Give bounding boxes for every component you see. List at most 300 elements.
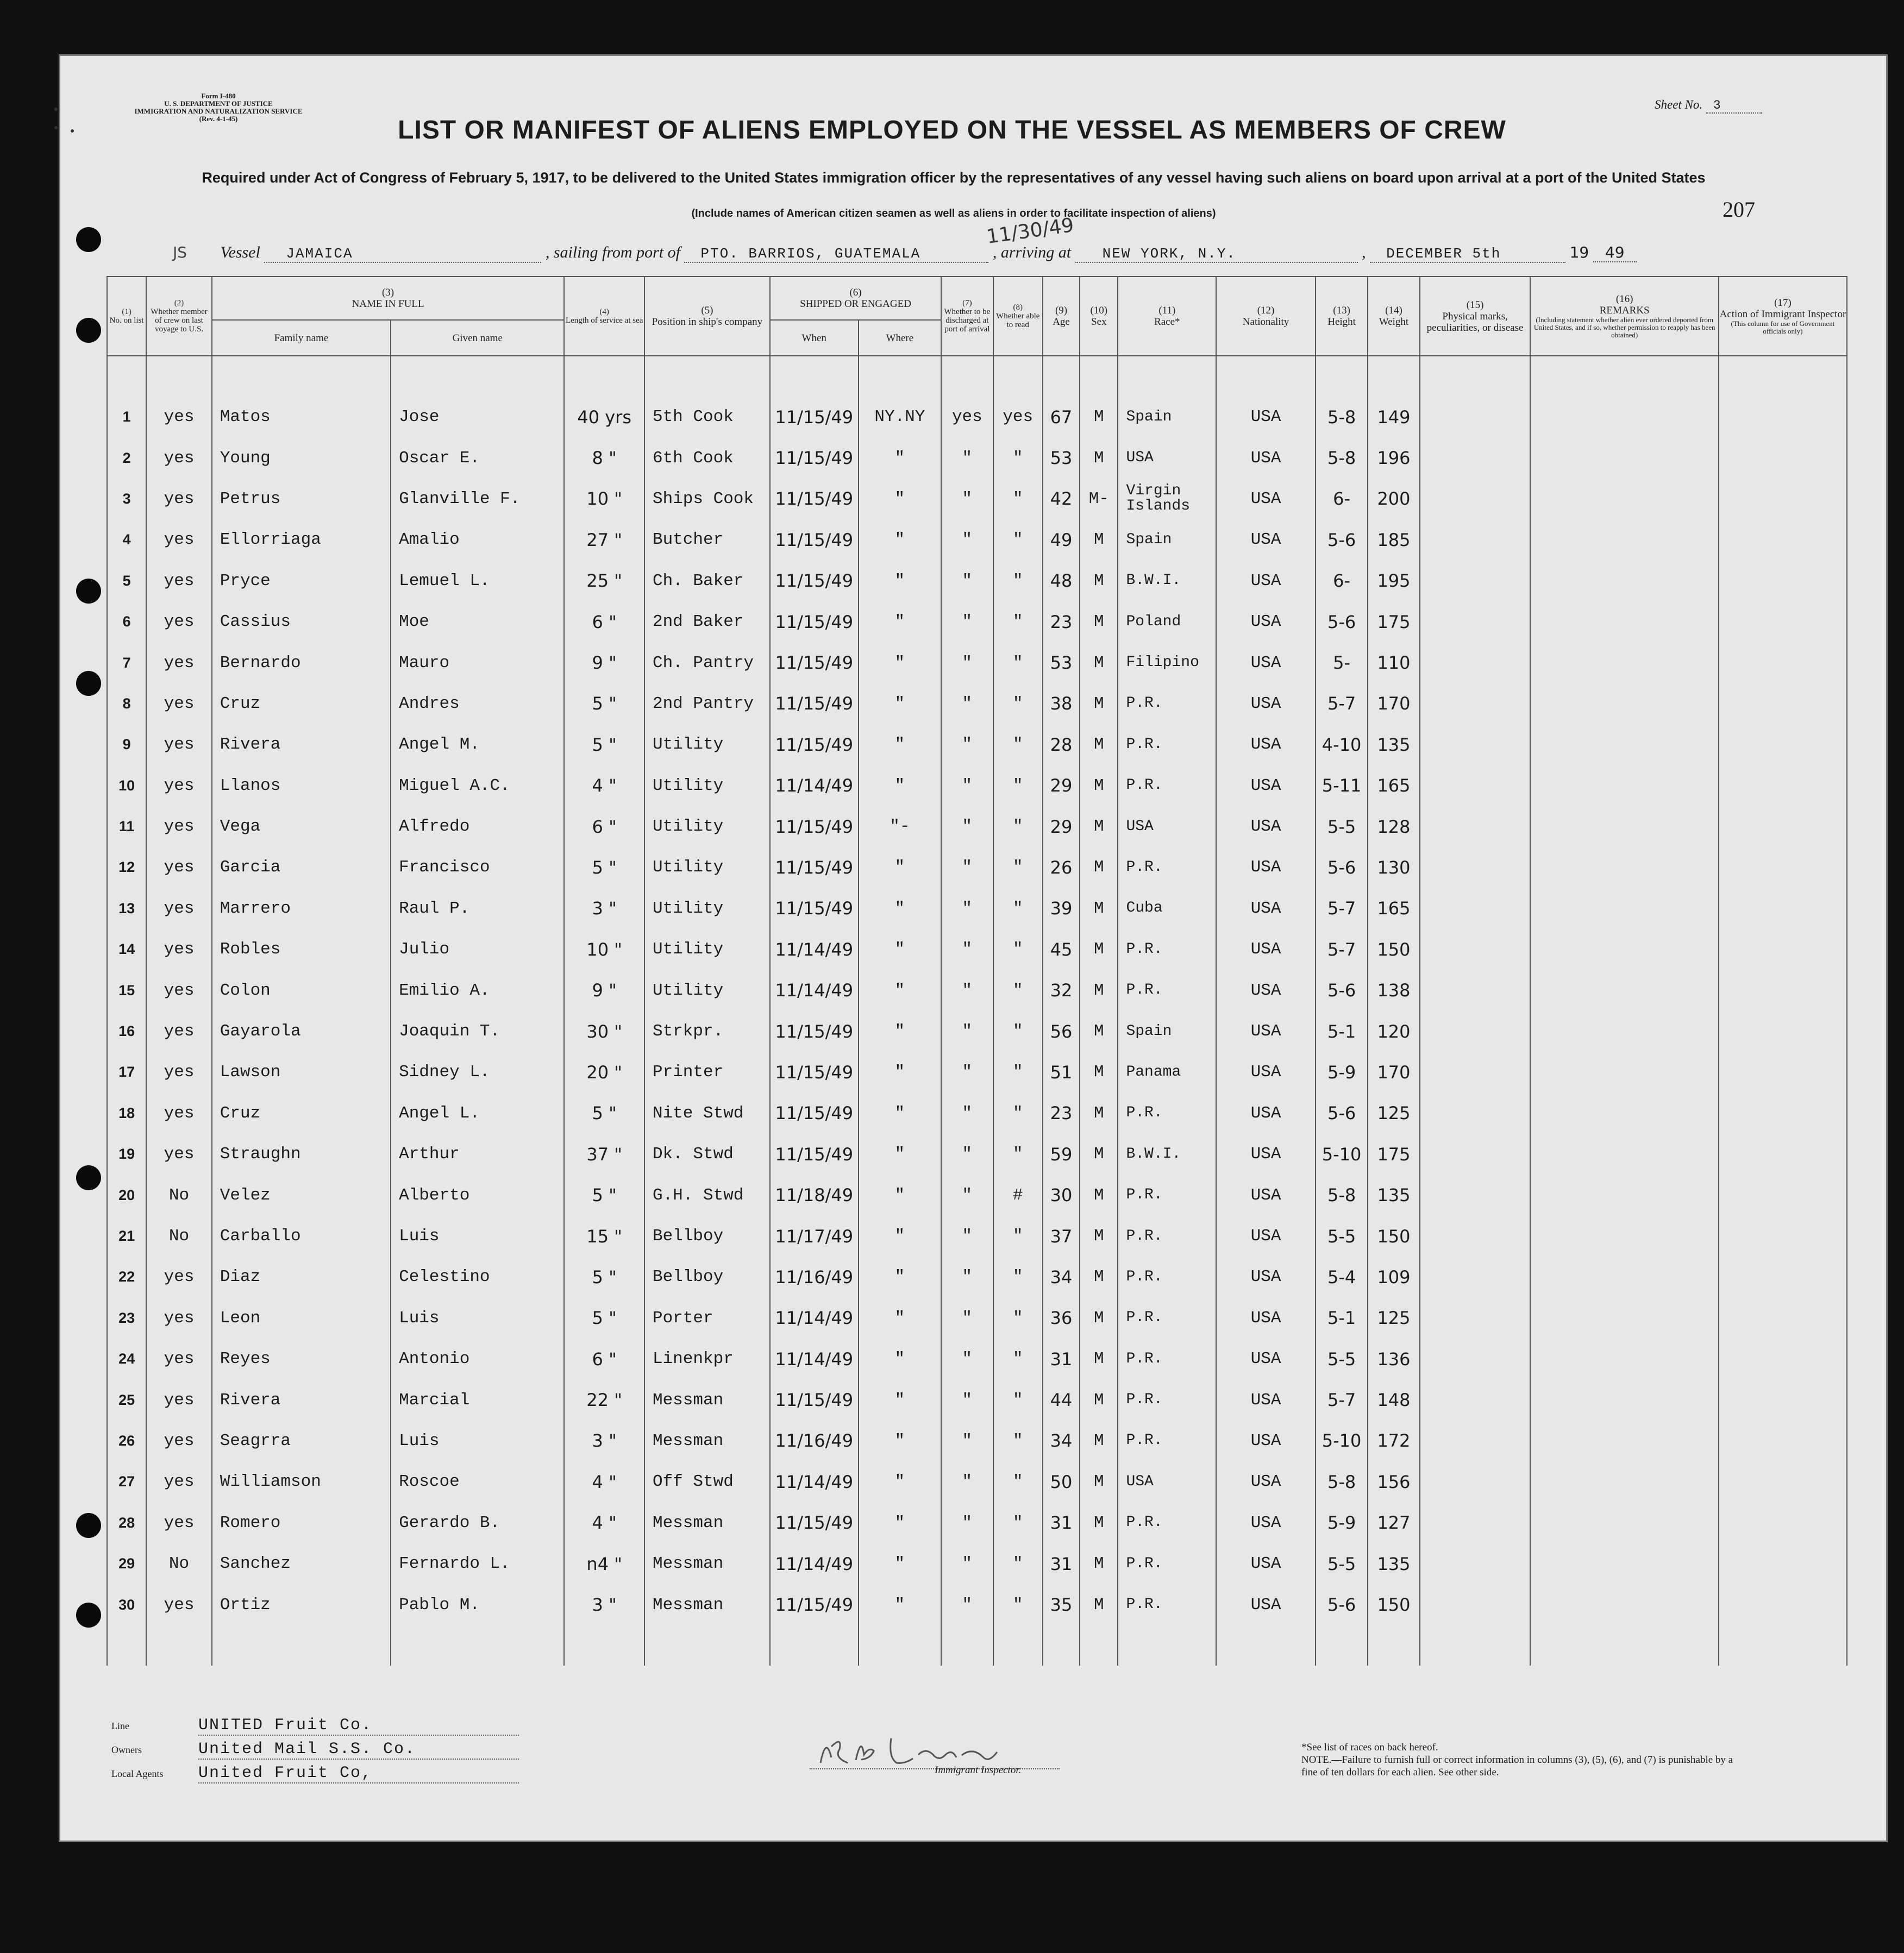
inspector-action-cell	[1719, 1503, 1847, 1543]
service-length-cell: 30 "	[564, 1011, 644, 1052]
binder-hole	[76, 1513, 101, 1538]
crew-no-cell: 1	[107, 397, 146, 437]
age-cell: 56	[1043, 1011, 1080, 1052]
sex-cell: M	[1080, 1503, 1118, 1543]
inspector-action-cell	[1719, 1421, 1847, 1461]
nationality-cell: USA	[1216, 437, 1316, 478]
remarks-cell	[1530, 1379, 1718, 1420]
inspector-action-cell	[1719, 1134, 1847, 1175]
nationality-cell: USA	[1216, 1339, 1316, 1379]
race-cell: P.R.	[1118, 1298, 1216, 1339]
service-length-cell: 3 "	[564, 1584, 644, 1625]
age-cell: 34	[1043, 1257, 1080, 1297]
able-to-read-cell: "	[993, 1379, 1043, 1420]
remarks-cell	[1530, 847, 1718, 888]
header-shipped: (6) SHIPPED OR ENGAGED	[770, 277, 941, 320]
able-to-read-cell: "	[993, 765, 1043, 806]
race-cell: USA	[1118, 1461, 1216, 1502]
table-row	[107, 642, 1847, 683]
given-name-cell: Emilio A.	[391, 970, 564, 1010]
departure-port: PTO. BARRIOS, GUATEMALA	[684, 246, 988, 263]
remarks-cell	[1530, 765, 1718, 806]
crew-no-cell: 4	[107, 519, 146, 560]
discharged-cell: "	[941, 1134, 993, 1175]
inspector-action-cell	[1719, 437, 1847, 478]
position-cell: Utility	[644, 765, 770, 806]
given-name-cell: Andres	[391, 683, 564, 724]
shipped-where-cell: "	[859, 1543, 942, 1584]
races-note: *See list of races on back hereof.	[1301, 1742, 1438, 1753]
sex-cell: M	[1080, 1543, 1118, 1584]
position-cell: Linenkpr	[644, 1339, 770, 1379]
vessel-label: Vessel	[220, 243, 260, 261]
sex-cell: M	[1080, 929, 1118, 970]
position-cell: Porter	[644, 1298, 770, 1339]
header-name: (3) NAME IN FULL	[212, 277, 565, 320]
weight-cell: 175	[1368, 1134, 1419, 1175]
given-name-cell: Raul P.	[391, 888, 564, 929]
physical-marks-cell	[1420, 479, 1531, 519]
discharged-cell: "	[941, 806, 993, 847]
remarks-cell	[1530, 1461, 1718, 1502]
race-cell: P.R.	[1118, 1421, 1216, 1461]
table-row	[107, 1503, 1847, 1543]
weight-cell: 170	[1368, 1052, 1419, 1092]
shipped-when-cell: 11/15/49	[770, 519, 859, 560]
inspector-action-cell	[1719, 888, 1847, 929]
shipped-where-cell: "	[859, 970, 942, 1010]
race-cell: B.W.I.	[1118, 561, 1216, 601]
family-name-cell: Velez	[212, 1175, 391, 1215]
shipped-when-cell: 11/15/49	[770, 1584, 859, 1625]
weight-cell: 109	[1368, 1257, 1419, 1297]
height-cell: 5-11	[1316, 765, 1368, 806]
sex-cell: M	[1080, 519, 1118, 560]
service-length-cell: 10 "	[564, 479, 644, 519]
age-cell: 50	[1043, 1461, 1080, 1502]
physical-marks-cell	[1420, 1298, 1531, 1339]
table-row	[107, 1298, 1847, 1339]
discharged-cell: "	[941, 1503, 993, 1543]
race-cell: Poland	[1118, 601, 1216, 642]
age-cell: 51	[1043, 1052, 1080, 1092]
race-cell: USA	[1118, 437, 1216, 478]
race-cell: P.R.	[1118, 1379, 1216, 1420]
age-cell: 38	[1043, 683, 1080, 724]
nationality-cell: USA	[1216, 479, 1316, 519]
race-cell: Spain	[1118, 1011, 1216, 1052]
table-row	[107, 479, 1847, 519]
age-cell: 31	[1043, 1503, 1080, 1543]
physical-marks-cell	[1420, 970, 1531, 1010]
position-cell: Messman	[644, 1421, 770, 1461]
able-to-read-cell: "	[993, 970, 1043, 1010]
table-row	[107, 1625, 1847, 1666]
shipped-when-cell: 11/17/49	[770, 1216, 859, 1257]
shipped-where-cell: "	[859, 929, 942, 970]
service-length-cell: 4 "	[564, 1461, 644, 1502]
position-cell: G.H. Stwd	[644, 1175, 770, 1215]
position-cell: Messman	[644, 1379, 770, 1420]
handwritten-date: 11/30/49	[985, 213, 1075, 249]
shipped-when-cell: 11/15/49	[770, 1134, 859, 1175]
shipped-when-cell: 11/15/49	[770, 888, 859, 929]
given-name-cell: Celestino	[391, 1257, 564, 1297]
remarks-cell	[1530, 806, 1718, 847]
previous-voyage-cell: yes	[146, 1503, 211, 1543]
header-position: (5) Position in ship's company	[644, 277, 770, 356]
binder-hole	[76, 1603, 101, 1628]
table-row	[107, 1175, 1847, 1215]
previous-voyage-cell: yes	[146, 1257, 211, 1297]
sex-cell: M	[1080, 1421, 1118, 1461]
able-to-read-cell: "	[993, 1461, 1043, 1502]
table-row	[107, 1379, 1847, 1420]
position-cell: Bellboy	[644, 1216, 770, 1257]
arrival-port: NEW YORK, N.Y.	[1075, 246, 1358, 263]
weight-cell: 125	[1368, 1093, 1419, 1134]
remarks-cell	[1530, 1584, 1718, 1625]
shipped-when-cell: 11/14/49	[770, 765, 859, 806]
table-row	[107, 601, 1847, 642]
service-length-cell: 5 "	[564, 847, 644, 888]
inspector-action-cell	[1719, 1052, 1847, 1092]
family-name-cell: Carballo	[212, 1216, 391, 1257]
height-cell: 4-10	[1316, 724, 1368, 765]
crew-no-cell: 26	[107, 1421, 146, 1461]
table-row	[107, 1257, 1847, 1297]
form-number: Form I-480	[201, 92, 236, 100]
inspector-action-cell	[1719, 1175, 1847, 1215]
header-previous-voyage: (2) Whether member of crew on last voyage to U.S.	[146, 277, 211, 356]
discharged-cell: "	[941, 437, 993, 478]
crew-no-cell: 9	[107, 724, 146, 765]
nationality-cell: USA	[1216, 683, 1316, 724]
service-length-cell: 6 "	[564, 601, 644, 642]
crew-no-cell: 24	[107, 1339, 146, 1379]
race-cell: P.R.	[1118, 1584, 1216, 1625]
remarks-cell	[1530, 519, 1718, 560]
given-name-cell: Jose	[391, 397, 564, 437]
weight-cell: 156	[1368, 1461, 1419, 1502]
previous-voyage-cell: yes	[146, 847, 211, 888]
header-given-name: Given name	[391, 320, 564, 356]
shipped-where-cell: "	[859, 683, 942, 724]
sex-cell: M	[1080, 1175, 1118, 1215]
nationality-cell: USA	[1216, 1052, 1316, 1092]
remarks-cell	[1530, 1175, 1718, 1215]
position-cell: Bellboy	[644, 1257, 770, 1297]
year-suffix: 49	[1593, 243, 1637, 262]
inspector-action-cell	[1719, 1257, 1847, 1297]
able-to-read-cell: "	[993, 847, 1043, 888]
shipped-where-cell: "	[859, 1175, 942, 1215]
position-cell: Ch. Pantry	[644, 642, 770, 683]
previous-voyage-cell: yes	[146, 437, 211, 478]
line-value: UNITED Fruit Co.	[198, 1716, 519, 1736]
crew-no-cell: 5	[107, 561, 146, 601]
inspector-action-cell	[1719, 806, 1847, 847]
shipped-where-cell: "	[859, 1461, 942, 1502]
given-name-cell: Mauro	[391, 642, 564, 683]
discharged-cell: "	[941, 1011, 993, 1052]
crew-no-cell: 8	[107, 683, 146, 724]
sex-cell: M	[1080, 1298, 1118, 1339]
table-row	[107, 1421, 1847, 1461]
inspector-action-cell	[1719, 642, 1847, 683]
header-service-length: (4) Length of service at sea	[564, 277, 644, 356]
family-name-cell: Cruz	[212, 1093, 391, 1134]
race-cell: Cuba	[1118, 888, 1216, 929]
race-cell: P.R.	[1118, 929, 1216, 970]
nationality-cell: USA	[1216, 561, 1316, 601]
family-name-cell: Sanchez	[212, 1543, 391, 1584]
crew-no-cell: 18	[107, 1093, 146, 1134]
service-length-cell: 4 "	[564, 1503, 644, 1543]
able-to-read-cell: "	[993, 519, 1043, 560]
remarks-cell	[1530, 1339, 1718, 1379]
weight-cell: 138	[1368, 970, 1419, 1010]
family-name-cell: Straughn	[212, 1134, 391, 1175]
shipped-when-cell: 11/15/49	[770, 1052, 859, 1092]
family-name-cell: Ellorriaga	[212, 519, 391, 560]
inspector-action-cell	[1719, 1011, 1847, 1052]
weight-cell: 148	[1368, 1379, 1419, 1420]
given-name-cell: Angel L.	[391, 1093, 564, 1134]
table-row	[107, 1011, 1847, 1052]
discharged-cell: "	[941, 1339, 993, 1379]
crew-no-cell: 28	[107, 1503, 146, 1543]
age-cell: 34	[1043, 1421, 1080, 1461]
crew-no-cell: 16	[107, 1011, 146, 1052]
given-name-cell: Lemuel L.	[391, 561, 564, 601]
discharged-cell: "	[941, 1298, 993, 1339]
able-to-read-cell: #	[993, 1175, 1043, 1215]
header-inspector-action: (17) Action of Immigrant Inspector (This column for use of Government officials only)	[1719, 277, 1847, 356]
previous-voyage-cell: yes	[146, 1379, 211, 1420]
race-cell: P.R.	[1118, 1339, 1216, 1379]
nationality-cell: USA	[1216, 1379, 1316, 1420]
physical-marks-cell	[1420, 765, 1531, 806]
able-to-read-cell: "	[993, 929, 1043, 970]
remarks-cell	[1530, 970, 1718, 1010]
previous-voyage-cell: yes	[146, 724, 211, 765]
remarks-cell	[1530, 1298, 1718, 1339]
race-cell: P.R.	[1118, 765, 1216, 806]
shipped-where-cell: "	[859, 1339, 942, 1379]
previous-voyage-cell: yes	[146, 1584, 211, 1625]
service-length-cell: 6 "	[564, 806, 644, 847]
discharged-cell: "	[941, 601, 993, 642]
height-cell: 5-6	[1316, 1093, 1368, 1134]
inspector-action-cell	[1719, 683, 1847, 724]
position-cell: Utility	[644, 806, 770, 847]
discharged-cell: "	[941, 765, 993, 806]
inspector-action-cell	[1719, 1216, 1847, 1257]
table-row	[107, 683, 1847, 724]
weight-cell: 127	[1368, 1503, 1419, 1543]
service-length-cell: 5 "	[564, 1093, 644, 1134]
header-where: Where	[859, 320, 942, 356]
previous-voyage-cell: yes	[146, 1298, 211, 1339]
sex-cell: M	[1080, 806, 1118, 847]
header-race: (11) Race*	[1118, 277, 1216, 356]
given-name-cell: Gerardo B.	[391, 1503, 564, 1543]
weight-cell: 135	[1368, 1543, 1419, 1584]
height-cell: 5-6	[1316, 601, 1368, 642]
sex-cell: M	[1080, 1011, 1118, 1052]
discharged-cell: "	[941, 1052, 993, 1092]
nationality-cell: USA	[1216, 1257, 1316, 1297]
previous-voyage-cell: yes	[146, 519, 211, 560]
service-length-cell: 25 "	[564, 561, 644, 601]
able-to-read-cell: "	[993, 1503, 1043, 1543]
able-to-read-cell: "	[993, 1216, 1043, 1257]
height-cell: 5-1	[1316, 1011, 1368, 1052]
given-name-cell: Glanville F.	[391, 479, 564, 519]
nationality-cell: USA	[1216, 1093, 1316, 1134]
discharged-cell: "	[941, 479, 993, 519]
position-cell: Messman	[644, 1584, 770, 1625]
inspector-action-cell	[1719, 519, 1847, 560]
family-name-cell: Colon	[212, 970, 391, 1010]
remarks-cell	[1530, 1011, 1718, 1052]
physical-marks-cell	[1420, 601, 1531, 642]
physical-marks-cell	[1420, 929, 1531, 970]
shipped-when-cell: 11/15/49	[770, 1011, 859, 1052]
given-name-cell: Pablo M.	[391, 1584, 564, 1625]
height-cell: 5-7	[1316, 929, 1368, 970]
remarks-cell	[1530, 929, 1718, 970]
able-to-read-cell: "	[993, 1093, 1043, 1134]
race-cell: P.R.	[1118, 970, 1216, 1010]
weight-cell: 172	[1368, 1421, 1419, 1461]
height-cell: 5-6	[1316, 519, 1368, 560]
weight-cell: 136	[1368, 1339, 1419, 1379]
discharged-cell: "	[941, 970, 993, 1010]
shipped-when-cell: 11/15/49	[770, 397, 859, 437]
requirement-text: Required under Act of Congress of February 5, 1917, to be delivered to the United States immigration officer by the representatives of any vessel having such aliens on board upon arrival at a port of the United States	[202, 169, 1706, 186]
physical-marks-cell	[1420, 1543, 1531, 1584]
binder-hole	[76, 318, 101, 343]
weight-cell: 165	[1368, 765, 1419, 806]
race-cell: P.R.	[1118, 1503, 1216, 1543]
table-row	[107, 1216, 1847, 1257]
discharged-cell: "	[941, 1257, 993, 1297]
table-row	[107, 1093, 1847, 1134]
table-row	[107, 888, 1847, 929]
shipped-when-cell: 11/15/49	[770, 601, 859, 642]
service-length-cell: 37 "	[564, 1134, 644, 1175]
physical-marks-cell	[1420, 397, 1531, 437]
agents-value: United Fruit Co,	[198, 1764, 519, 1784]
given-name-cell: Angel M.	[391, 724, 564, 765]
footer-line: Line UNITED Fruit Co.	[111, 1714, 519, 1738]
sex-cell: M	[1080, 1339, 1118, 1379]
remarks-cell	[1530, 397, 1718, 437]
shipped-where-cell: "	[859, 1298, 942, 1339]
weight-cell: 195	[1368, 561, 1419, 601]
service-length-cell: 20 "	[564, 1052, 644, 1092]
nationality-cell: USA	[1216, 1421, 1316, 1461]
age-cell: 23	[1043, 1093, 1080, 1134]
table-row	[107, 397, 1847, 437]
race-cell: Panama	[1118, 1052, 1216, 1092]
remarks-cell	[1530, 1257, 1718, 1297]
nationality-cell: USA	[1216, 1216, 1316, 1257]
race-cell: P.R.	[1118, 1216, 1216, 1257]
speck	[54, 108, 58, 111]
header-family-name: Family name	[212, 320, 391, 356]
service-length-cell: 15 "	[564, 1216, 644, 1257]
previous-voyage-cell: yes	[146, 642, 211, 683]
physical-marks-cell	[1420, 1134, 1531, 1175]
age-cell: 42	[1043, 479, 1080, 519]
previous-voyage-cell: yes	[146, 1339, 211, 1379]
given-name-cell: Luis	[391, 1298, 564, 1339]
shipped-when-cell: 11/15/49	[770, 806, 859, 847]
race-cell: P.R.	[1118, 847, 1216, 888]
age-cell: 31	[1043, 1543, 1080, 1584]
age-cell: 37	[1043, 1216, 1080, 1257]
given-name-cell: Oscar E.	[391, 437, 564, 478]
shipped-when-cell: 11/18/49	[770, 1175, 859, 1215]
family-name-cell: Matos	[212, 397, 391, 437]
inspector-action-cell	[1719, 1339, 1847, 1379]
service-length-cell: 5 "	[564, 1298, 644, 1339]
service: IMMIGRATION AND NATURALIZATION SERVICE	[134, 107, 303, 115]
family-name-cell: Pryce	[212, 561, 391, 601]
position-cell: Utility	[644, 929, 770, 970]
page-title: LIST OR MANIFEST OF ALIENS EMPLOYED ON THE VESSEL AS MEMBERS OF CREW	[398, 116, 1506, 145]
shipped-where-cell: "	[859, 1421, 942, 1461]
family-name-cell: Lawson	[212, 1052, 391, 1092]
discharged-cell: "	[941, 724, 993, 765]
include-note: (Include names of American citizen seamen as well as aliens in order to facilitate inspection of aliens)	[691, 208, 1216, 219]
table-row	[107, 929, 1847, 970]
height-cell: 5-1	[1316, 1298, 1368, 1339]
given-name-cell: Francisco	[391, 847, 564, 888]
weight-cell: 125	[1368, 1298, 1419, 1339]
nationality-cell: USA	[1216, 1543, 1316, 1584]
able-to-read-cell: "	[993, 888, 1043, 929]
sex-cell: M	[1080, 561, 1118, 601]
age-cell: 49	[1043, 519, 1080, 560]
height-cell: 5-5	[1316, 1543, 1368, 1584]
physical-marks-cell	[1420, 519, 1531, 560]
nationality-cell: USA	[1216, 1011, 1316, 1052]
family-name-cell: Cruz	[212, 683, 391, 724]
race-cell: Spain	[1118, 397, 1216, 437]
inspector-action-cell	[1719, 397, 1847, 437]
inspector-action-cell	[1719, 1543, 1847, 1584]
weight-cell: 200	[1368, 479, 1419, 519]
sailing-label: , sailing from port of	[545, 243, 680, 261]
discharged-cell: "	[941, 642, 993, 683]
previous-voyage-cell: No	[146, 1543, 211, 1584]
nationality-cell: USA	[1216, 601, 1316, 642]
weight-cell: 128	[1368, 806, 1419, 847]
race-cell: P.R.	[1118, 1093, 1216, 1134]
voyage-line: JS Vessel JAMAICA , sailing from port of PTO. BARRIOS, GUATEMALA , arriving at NEW YORK, N.Y. , DECEMBER 5th 19 49	[173, 243, 1803, 263]
weight-cell: 130	[1368, 847, 1419, 888]
nationality-cell: USA	[1216, 397, 1316, 437]
remarks-cell	[1530, 1052, 1718, 1092]
previous-voyage-cell: yes	[146, 765, 211, 806]
race-cell: P.R.	[1118, 1175, 1216, 1215]
discharged-cell: "	[941, 1584, 993, 1625]
family-name-cell: Seagrra	[212, 1421, 391, 1461]
